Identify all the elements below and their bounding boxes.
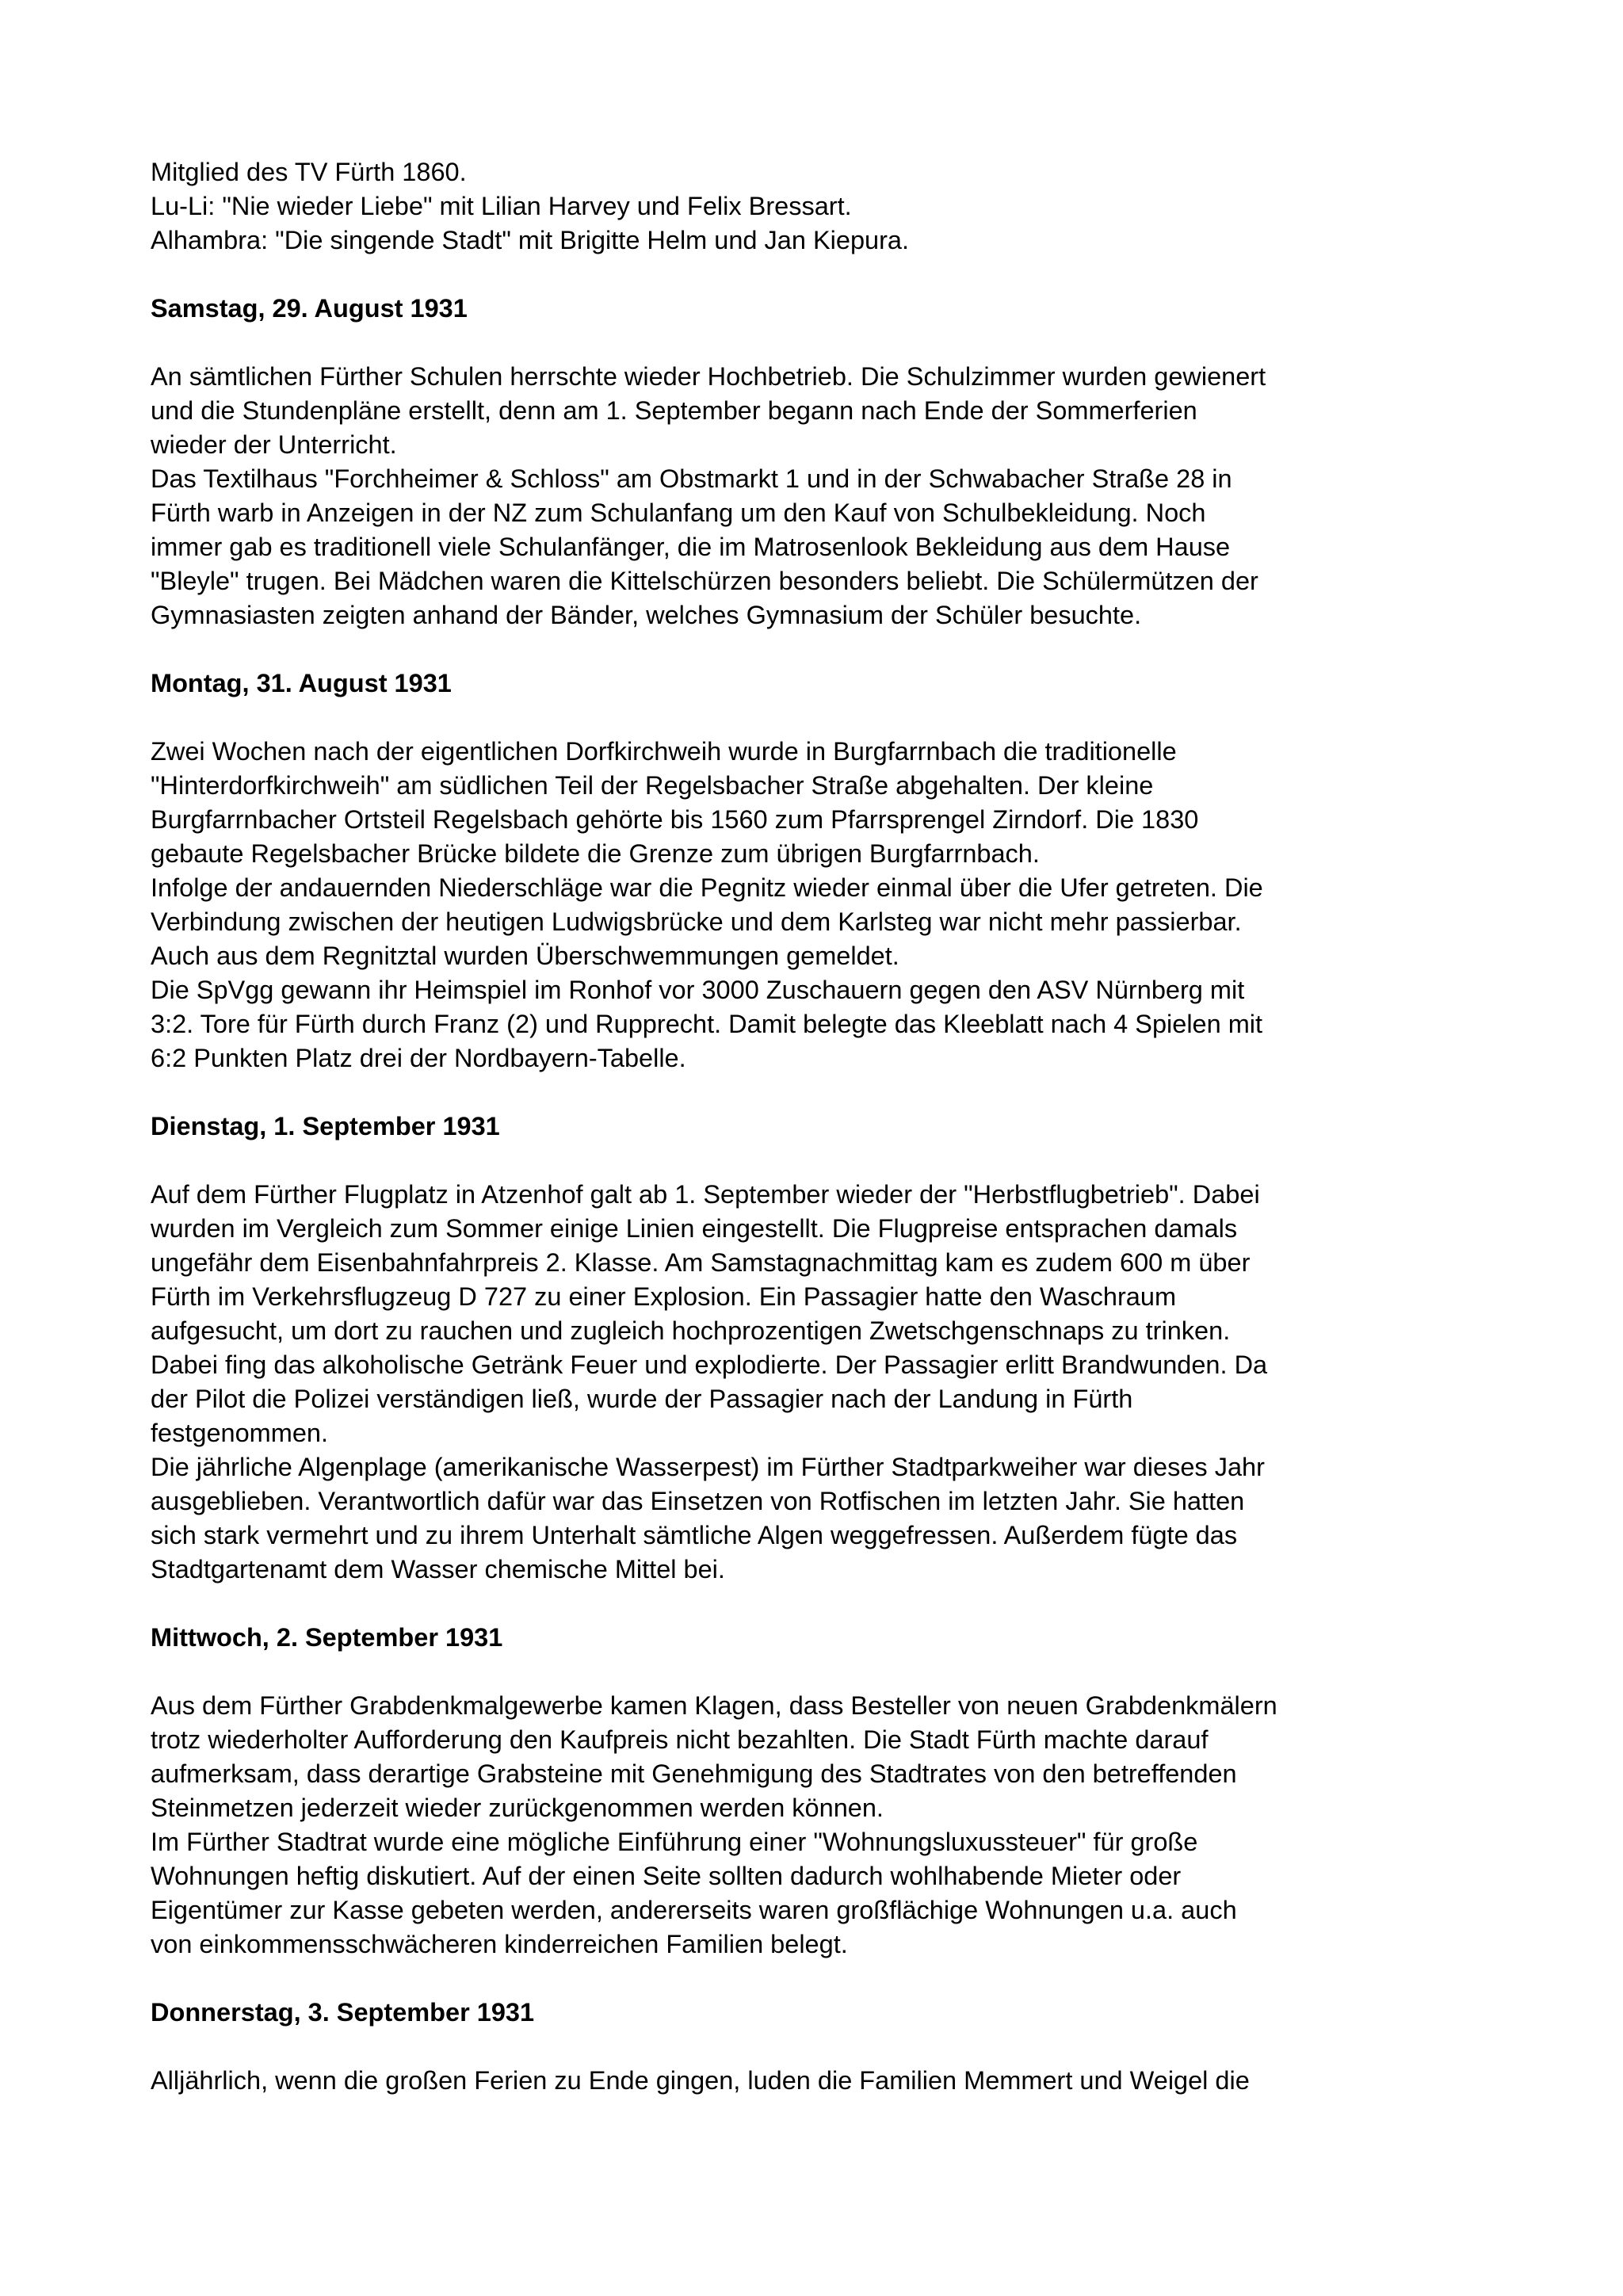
text-line: Das Textilhaus "Forchheimer & Schloss" am Obstmarkt 1 und in der Schwabacher Straße 28 in (151, 464, 1232, 493)
text-line: Alhambra: "Die singende Stadt" mit Brigitte Helm und Jan Kiepura. (151, 226, 910, 254)
heading-text: Mittwoch, 2. September 1931 (151, 1623, 503, 1652)
text-line: ungefähr dem Eisenbahnfahrpreis 2. Klasse. Am Samstagnachmittag kam es zudem 600 m über (151, 1248, 1251, 1277)
text-line: der Pilot die Polizei verständigen ließ, wurde der Passagier nach der Landung in Fürth (151, 1385, 1133, 1413)
text-line: Die SpVgg gewann ihr Heimspiel im Ronhof vor 3000 Zuschauern gegen den ASV Nürnberg mit (151, 976, 1245, 1004)
date-heading (151, 1996, 1490, 2030)
text-line: "Hinterdorfkirchweih" am südlichen Teil der Regelsbacher Straße abgehalten. Der kleine (151, 771, 1154, 800)
text-line: und die Stundenpläne erstellt, denn am 1. September begann nach Ende der Sommerferien (151, 396, 1197, 425)
text-line: Auch aus dem Regnitztal wurden Überschwemmungen gemeldet. (151, 942, 899, 970)
heading-text: Montag, 31. August 1931 (151, 669, 452, 697)
text-line: trotz wiederholter Aufforderung den Kaufpreis nicht bezahlten. Die Stadt Fürth machte darauf (151, 1725, 1209, 1754)
text-line: 3:2. Tore für Fürth durch Franz (2) und Rupprecht. Damit belegte das Kleeblatt nach 4 Spielen mit (151, 1010, 1263, 1038)
date-heading (151, 1621, 1490, 1655)
text-line: Fürth im Verkehrsflugzeug D 727 zu einer Explosion. Ein Passagier hatte den Waschraum (151, 1282, 1177, 1311)
text-line: "Bleyle" trugen. Bei Mädchen waren die Kittelschürzen besonders beliebt. Die Schülermützen der (151, 567, 1258, 595)
text-line: Gymnasiasten zeigten anhand der Bänder, welches Gymnasium der Schüler besuchte. (151, 601, 1142, 629)
text-line: Fürth warb in Anzeigen in der NZ zum Schulanfang um den Kauf von Schulbekleidung. Noch (151, 499, 1206, 527)
text-line: Stadtgartenamt dem Wasser chemische Mittel bei. (151, 1555, 725, 1584)
heading-text: Dienstag, 1. September 1931 (151, 1112, 500, 1140)
paragraph (151, 1178, 1490, 1587)
paragraph (151, 360, 1490, 632)
text-line: Infolge der andauernden Niederschläge war die Pegnitz wieder einmal über die Ufer getreten. Die (151, 873, 1263, 902)
text-line: Lu-Li: "Nie wieder Liebe" mit Lilian Harvey und Felix Bressart. (151, 192, 852, 220)
heading-text: Samstag, 29. August 1931 (151, 294, 468, 323)
text-line: Steinmetzen jederzeit wieder zurückgenommen werden können. (151, 1794, 884, 1822)
text-line: wieder der Unterricht. (151, 430, 397, 459)
text-line: Aus dem Fürther Grabdenkmalgewerbe kamen Klagen, dass Besteller von neuen Grabdenkmälern (151, 1691, 1277, 1720)
document-content (151, 155, 1490, 2098)
text-line: Mitglied des TV Fürth 1860. (151, 158, 467, 186)
text-line: Verbindung zwischen der heutigen Ludwigsbrücke und dem Karlsteg war nicht mehr passierbar. (151, 907, 1242, 936)
date-heading (151, 1110, 1490, 1144)
paragraph (151, 735, 1490, 1075)
text-line: Burgfarrnbacher Ortsteil Regelsbach gehörte bis 1560 zum Pfarrsprengel Zirndorf. Die 1830 (151, 805, 1199, 834)
text-line: von einkommensschwächeren kinderreichen Familien belegt. (151, 1930, 848, 1958)
text-line: Zwei Wochen nach der eigentlichen Dorfkirchweih wurde in Burgfarrnbach die traditionelle (151, 737, 1177, 766)
text-line: Im Fürther Stadtrat wurde eine mögliche Einführung einer "Wohnungsluxussteuer" für große (151, 1828, 1198, 1856)
text-line: sich stark vermehrt und zu ihrem Unterhalt sämtliche Algen weggefressen. Außerdem fügte das (151, 1521, 1238, 1549)
text-line: 6:2 Punkten Platz drei der Nordbayern-Tabelle. (151, 1044, 686, 1072)
text-line: aufgesucht, um dort zu rauchen und zugleich hochprozentigen Zwetschgenschnaps zu trinken. (151, 1316, 1231, 1345)
text-line: immer gab es traditionell viele Schulanfänger, die im Matrosenlook Bekleidung aus dem Hause (151, 533, 1231, 561)
paragraph (151, 1689, 1490, 1962)
paragraph (151, 2064, 1490, 2098)
date-heading (151, 667, 1490, 701)
text-line: Dabei fing das alkoholische Getränk Feuer und explodierte. Der Passagier erlitt Brandwunden. Da (151, 1350, 1268, 1379)
text-line: wurden im Vergleich zum Sommer einige Linien eingestellt. Die Flugpreise entsprachen damals (151, 1214, 1238, 1243)
text-line: festgenommen. (151, 1419, 329, 1447)
text-line: Alljährlich, wenn die großen Ferien zu Ende gingen, luden die Familien Memmert und Weigel die (151, 2066, 1250, 2095)
date-heading (151, 292, 1490, 326)
paragraph (151, 155, 1490, 258)
text-line: Eigentümer zur Kasse gebeten werden, andererseits waren großflächige Wohnungen u.a. auch (151, 1896, 1237, 1924)
text-line: Die jährliche Algenplage (amerikanische Wasserpest) im Fürther Stadtparkweiher war dieses Jahr (151, 1453, 1265, 1481)
text-line: An sämtlichen Fürther Schulen herrschte wieder Hochbetrieb. Die Schulzimmer wurden gewienert (151, 362, 1266, 391)
text-line: gebaute Regelsbacher Brücke bildete die Grenze zum übrigen Burgfarrnbach. (151, 839, 1040, 868)
text-line: ausgeblieben. Verantwortlich dafür war das Einsetzen von Rotfischen im letzten Jahr. Sie hatten (151, 1487, 1245, 1515)
text-line: Auf dem Fürther Flugplatz in Atzenhof galt ab 1. September wieder der "Herbstflugbetrieb". Dabei (151, 1180, 1260, 1209)
heading-text: Donnerstag, 3. September 1931 (151, 1998, 535, 2027)
text-line: Wohnungen heftig diskutiert. Auf der einen Seite sollten dadurch wohlhabende Mieter oder (151, 1862, 1182, 1890)
text-line: aufmerksam, dass derartige Grabsteine mit Genehmigung des Stadtrates von den betreffenden (151, 1759, 1237, 1788)
